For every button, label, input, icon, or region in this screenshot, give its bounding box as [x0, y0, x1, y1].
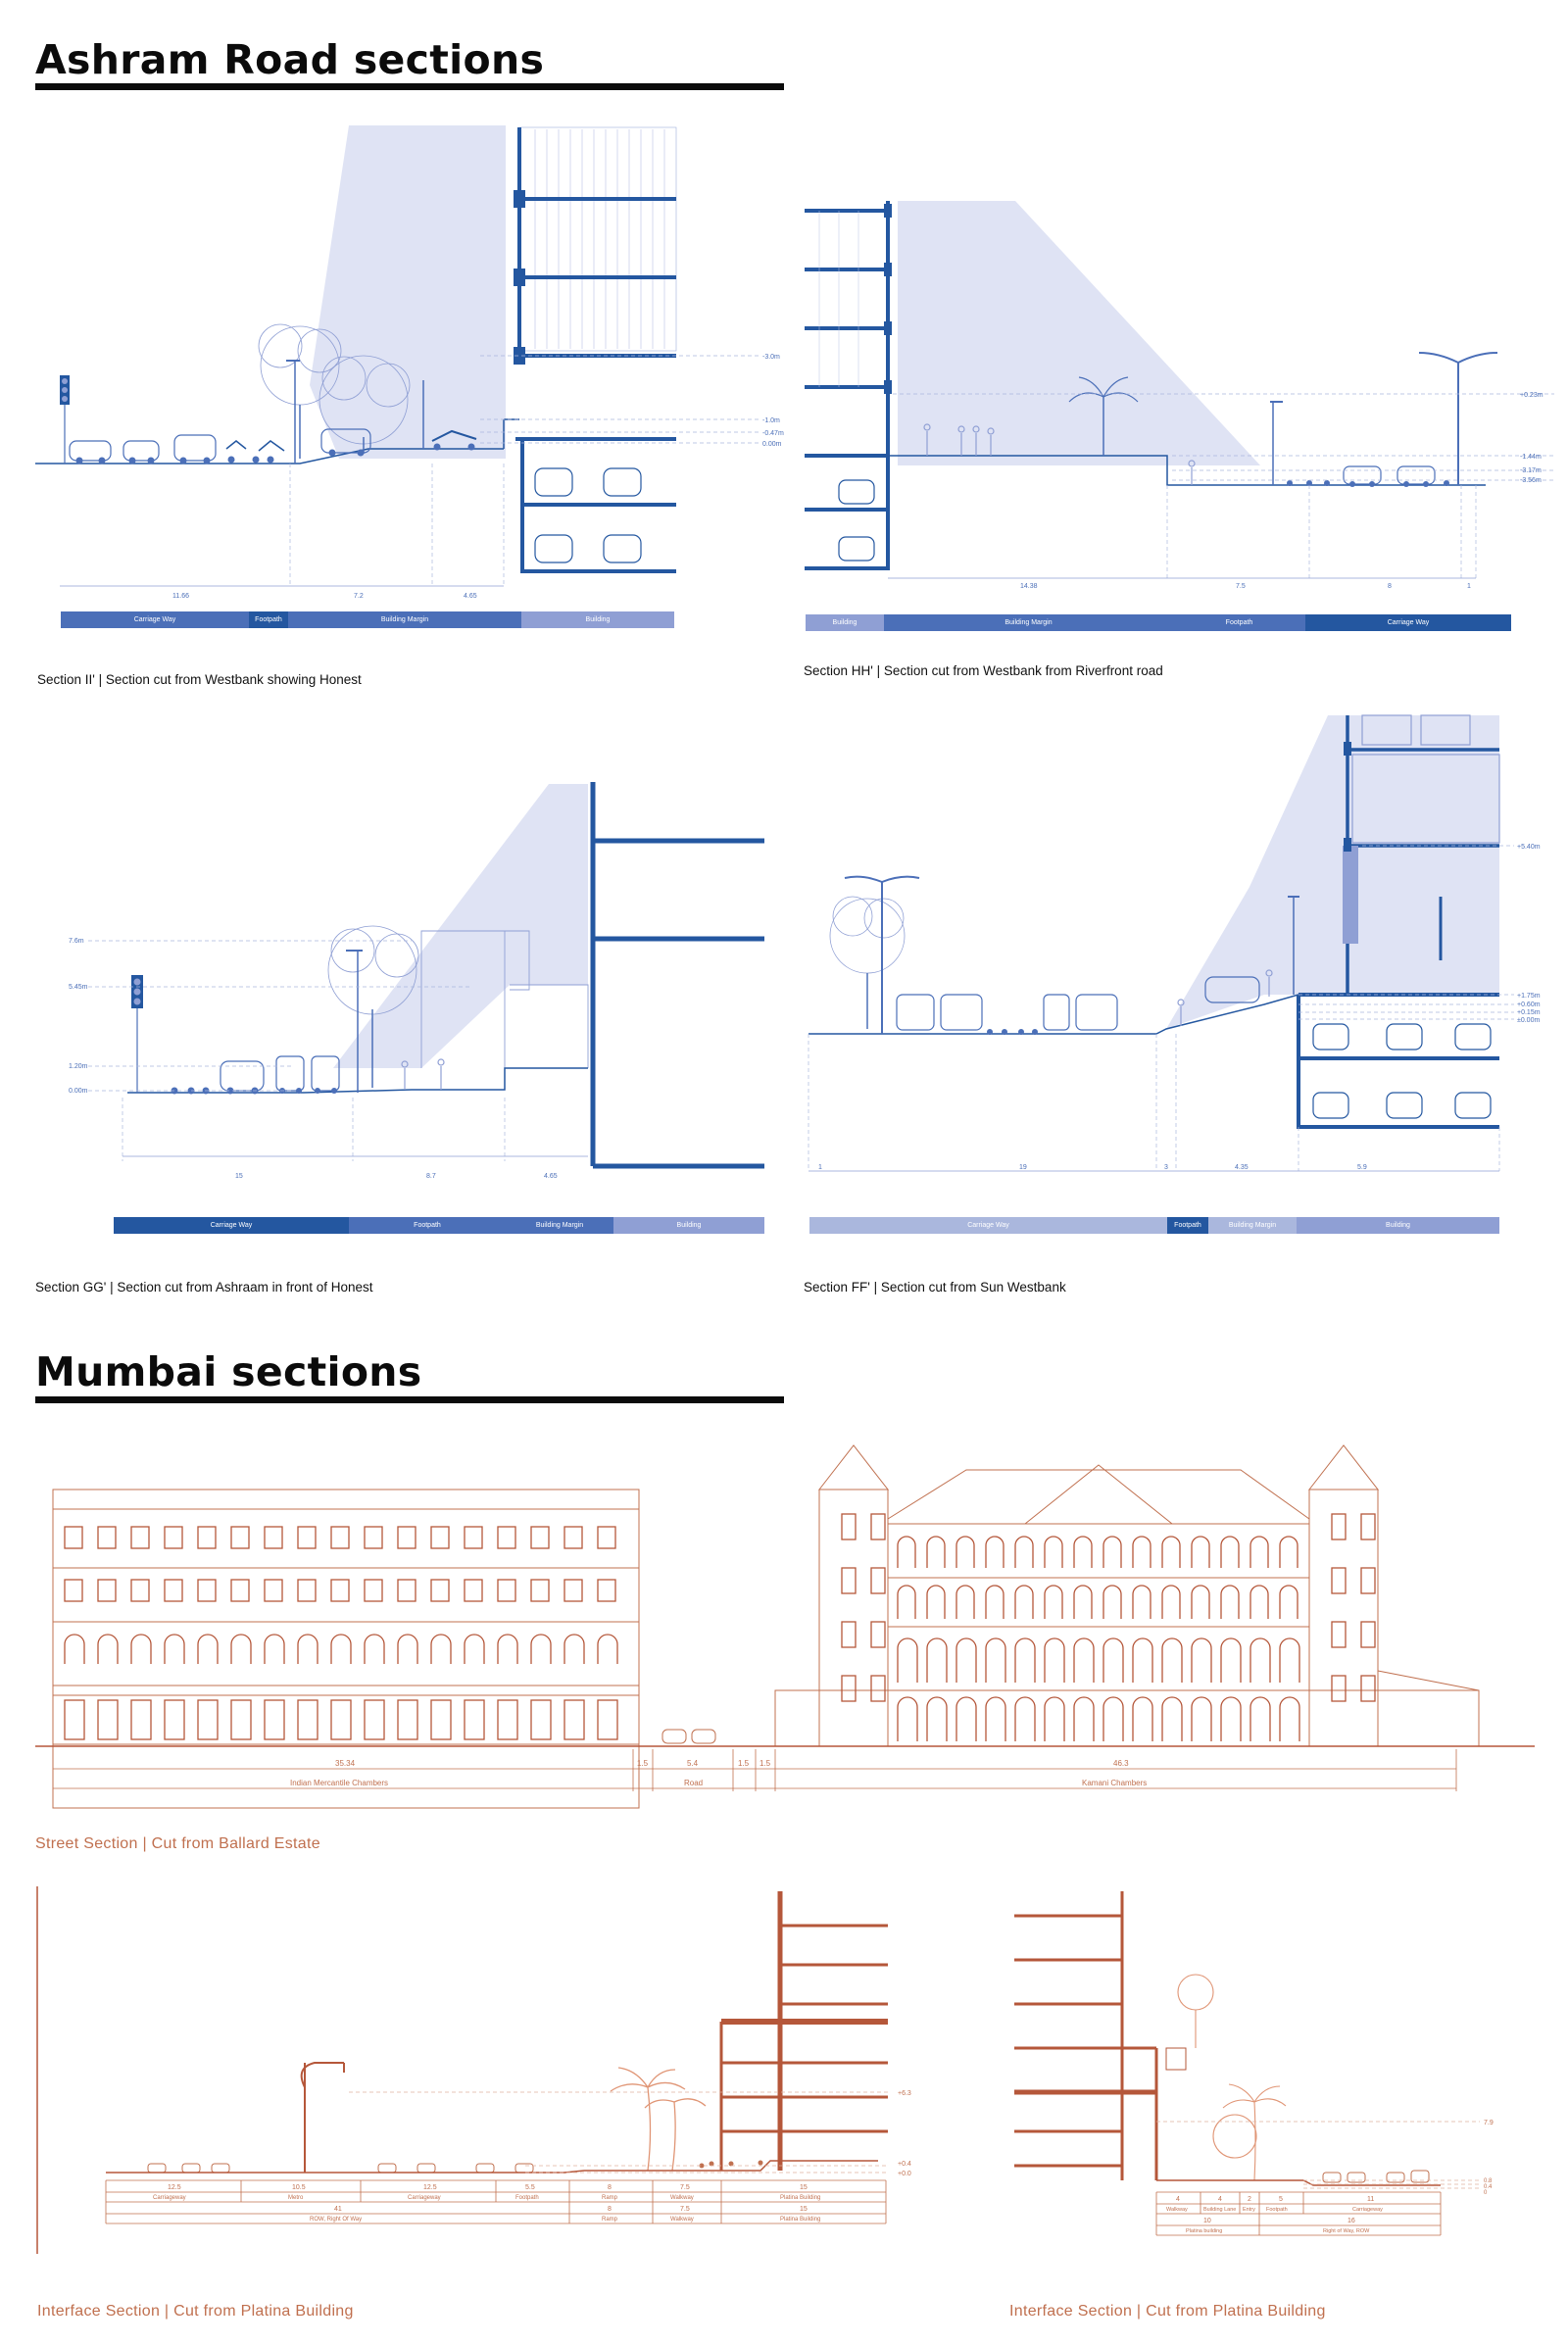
arched-window-element: [898, 1586, 915, 1619]
arched-window-element: [598, 1635, 617, 1664]
dimension-label: 35.34: [335, 1759, 356, 1768]
arched-window-element: [1045, 1586, 1062, 1619]
arched-window-element: [131, 1635, 151, 1664]
arched-window-element: [956, 1697, 976, 1741]
zone-label: Platina building: [1186, 2228, 1223, 2234]
dimension-label: 11: [1367, 2196, 1375, 2203]
dimension-label: 4.35: [1235, 1164, 1249, 1171]
zone-building: Building: [521, 611, 674, 628]
arched-window-element: [431, 1635, 451, 1664]
section-ff-zone-band: [809, 1217, 1499, 1234]
window-element: [842, 1676, 856, 1701]
window-element: [564, 1527, 582, 1548]
arched-window-element: [1250, 1537, 1268, 1568]
zone-label: Right of Way, ROW: [1323, 2228, 1370, 2234]
window-element: [98, 1580, 116, 1601]
arched-window-element: [1162, 1697, 1182, 1741]
zone-label: Platina Building: [780, 2195, 821, 2201]
window-element: [298, 1580, 316, 1601]
window-element: [1361, 1514, 1375, 1539]
arched-window-element: [498, 1635, 517, 1664]
zone-carriage-way: Carriage Way: [1305, 614, 1511, 631]
zone-label: Walkway: [670, 2195, 694, 2201]
level-label: ±0.00m: [1517, 1017, 1541, 1024]
level-label: -0.47m: [762, 430, 784, 437]
level-label: -1.0m: [762, 417, 780, 424]
dimension-label: 10: [1203, 2218, 1211, 2224]
zone-building-margin: Building Margin: [1208, 1217, 1297, 1234]
dimension-label: 16: [1348, 2218, 1355, 2224]
platina-section-1-drawing: [35, 1886, 947, 2259]
level-label: 0.8: [1484, 2178, 1493, 2184]
window-element: [98, 1527, 116, 1548]
section-ii-caption: Section II' | Section cut from Westbank showing Honest: [37, 672, 362, 687]
window-element: [498, 1700, 517, 1739]
section-hh-zone-band: [806, 614, 1511, 631]
dimension-label: 5: [1279, 2196, 1283, 2203]
window-element: [398, 1527, 416, 1548]
arched-window-element: [1133, 1586, 1151, 1619]
mumbai-heading-rule: [35, 1396, 784, 1403]
zone-label: Carriageway: [408, 2195, 441, 2201]
arched-window-element: [1192, 1638, 1211, 1683]
window-element: [465, 1527, 482, 1548]
window-element: [871, 1622, 885, 1647]
window-element: [265, 1580, 282, 1601]
zone-label: Metro: [288, 2195, 304, 2201]
arched-window-element: [465, 1635, 484, 1664]
zone-building-margin: Building Margin: [884, 614, 1173, 631]
zone-footpath: Footpath: [349, 1217, 506, 1234]
zone-label: Building Lane: [1203, 2207, 1237, 2213]
level-label: +0.60m: [1517, 1002, 1541, 1008]
ballard-elevation-drawing: [35, 1431, 1535, 1803]
arched-window-element: [1221, 1697, 1241, 1741]
arched-window-element: [1074, 1638, 1094, 1683]
arched-window-element: [1250, 1697, 1270, 1741]
arched-window-element: [1221, 1586, 1239, 1619]
arched-window-element: [898, 1697, 917, 1741]
arched-window-element: [1280, 1586, 1298, 1619]
zone-building: Building: [806, 614, 884, 631]
arched-window-element: [898, 1638, 917, 1683]
window-element: [398, 1700, 417, 1739]
zone-building-margin: Building Margin: [506, 1217, 613, 1234]
window-element: [231, 1700, 251, 1739]
window-element: [198, 1527, 216, 1548]
building-label: Kamani Chambers: [1082, 1779, 1148, 1787]
level-label: +1.75m: [1517, 993, 1541, 1000]
dimension-label: 46.3: [1113, 1759, 1129, 1768]
zone-label: Walkway: [670, 2217, 694, 2223]
section-hh-caption: Section HH' | Section cut from Westbank from Riverfront road: [804, 663, 1163, 678]
dimension-label: 10.5: [292, 2184, 306, 2191]
window-element: [165, 1700, 184, 1739]
window-element: [1361, 1676, 1375, 1701]
arched-window-element: [986, 1638, 1005, 1683]
arched-window-element: [365, 1635, 384, 1664]
dimension-label: 15: [800, 2184, 808, 2191]
arched-window-element: [1192, 1697, 1211, 1741]
dimension-label: 7.5: [680, 2184, 690, 2191]
arched-window-element: [1045, 1697, 1064, 1741]
level-label: +0.23m: [1520, 392, 1544, 399]
window-element: [265, 1527, 282, 1548]
dimension-label: 1.5: [738, 1759, 750, 1768]
zone-label: Walkway: [1166, 2207, 1188, 2213]
arched-window-element: [1103, 1586, 1121, 1619]
section-ff-drawing: [804, 710, 1568, 1200]
platina-1-caption: Interface Section | Cut from Platina Building: [37, 2303, 354, 2320]
window-element: [131, 1580, 149, 1601]
arched-window-element: [1192, 1537, 1209, 1568]
zone-label: Carriageway: [1352, 2207, 1383, 2213]
dimension-label: 15: [800, 2206, 808, 2213]
level-label: +0.4: [898, 2161, 911, 2168]
arched-window-element: [986, 1586, 1004, 1619]
window-element: [598, 1527, 615, 1548]
arched-window-element: [927, 1697, 947, 1741]
zone-label: Footpath: [1266, 2207, 1288, 2213]
window-element: [1332, 1622, 1346, 1647]
window-element: [331, 1700, 351, 1739]
window-element: [431, 1580, 449, 1601]
level-label: 5.45m: [69, 984, 88, 991]
window-element: [598, 1700, 617, 1739]
window-element: [365, 1527, 382, 1548]
arched-window-element: [1015, 1586, 1033, 1619]
zone-footpath: Footpath: [1173, 614, 1305, 631]
arched-window-element: [231, 1635, 251, 1664]
arched-window-element: [986, 1537, 1004, 1568]
window-element: [531, 1527, 549, 1548]
window-element: [331, 1580, 349, 1601]
dimension-label: 1: [1467, 583, 1471, 590]
window-element: [131, 1527, 149, 1548]
building-label: Indian Mercantile Chambers: [290, 1779, 389, 1787]
dimension-label: 15: [235, 1173, 243, 1180]
dimension-label: 8: [608, 2184, 612, 2191]
section-gg-drawing: [59, 774, 784, 1186]
dimension-label: 5.5: [525, 2184, 535, 2191]
zone-carriage-way: Carriage Way: [114, 1217, 349, 1234]
arched-window-element: [331, 1635, 351, 1664]
arched-window-element: [1280, 1638, 1299, 1683]
arched-window-element: [1103, 1537, 1121, 1568]
window-element: [165, 1527, 182, 1548]
arched-window-element: [1162, 1586, 1180, 1619]
zone-building: Building: [1297, 1217, 1499, 1234]
window-element: [564, 1700, 584, 1739]
dimension-label: 14.38: [1020, 583, 1038, 590]
dimension-label: 5.4: [687, 1759, 699, 1768]
dimension-label: 1: [818, 1164, 822, 1171]
window-element: [1332, 1676, 1346, 1701]
level-label: 7.9: [1484, 2120, 1494, 2126]
ashram-heading-rule: [35, 83, 784, 90]
arched-window-element: [1074, 1537, 1092, 1568]
arched-window-element: [265, 1635, 284, 1664]
arched-window-element: [1133, 1537, 1151, 1568]
dimension-label: 4.65: [544, 1173, 558, 1180]
dimension-label: 7.5: [1236, 583, 1246, 590]
arched-window-element: [1221, 1537, 1239, 1568]
arched-window-element: [1162, 1537, 1180, 1568]
window-element: [871, 1568, 885, 1593]
dimension-label: 8.7: [426, 1173, 436, 1180]
level-label: 0.00m: [69, 1088, 88, 1095]
arched-window-element: [564, 1635, 584, 1664]
arched-window-element: [956, 1586, 974, 1619]
section-ii-drawing: [35, 125, 784, 625]
zone-footpath: Footpath: [249, 611, 288, 628]
window-element: [498, 1527, 515, 1548]
window-element: [465, 1580, 482, 1601]
arched-window-element: [956, 1638, 976, 1683]
zone-label: Entry: [1243, 2207, 1255, 2213]
window-element: [431, 1527, 449, 1548]
section-gg-caption: Section GG' | Section cut from Ashraam in front of Honest: [35, 1280, 373, 1295]
level-label: 7.6m: [69, 938, 84, 945]
arched-window-element: [1221, 1638, 1241, 1683]
window-element: [842, 1622, 856, 1647]
dimension-label: 2: [1248, 2196, 1251, 2203]
level-label: +5.40m: [1517, 844, 1541, 851]
window-element: [331, 1527, 349, 1548]
dimension-label: 1.5: [760, 1759, 771, 1768]
arched-window-element: [898, 1537, 915, 1568]
level-label: +0.0: [898, 2171, 911, 2177]
dimension-label: 41: [334, 2206, 342, 2213]
arched-window-element: [1103, 1697, 1123, 1741]
arched-window-element: [1280, 1697, 1299, 1741]
arched-window-element: [1133, 1638, 1152, 1683]
level-label: 1.20m: [69, 1063, 88, 1070]
dimension-label: 7.2: [354, 593, 364, 600]
window-element: [1361, 1622, 1375, 1647]
dimension-label: 11.66: [172, 593, 189, 600]
window-element: [198, 1580, 216, 1601]
arched-window-element: [165, 1635, 184, 1664]
arched-window-element: [927, 1586, 945, 1619]
window-element: [365, 1580, 382, 1601]
dimension-label: 7.5: [680, 2206, 690, 2213]
mumbai-heading: Mumbai sections: [35, 1348, 422, 1395]
arched-window-element: [65, 1635, 84, 1664]
section-gg-zone-band: [114, 1217, 764, 1234]
window-element: [842, 1514, 856, 1539]
zone-footpath: Footpath: [1167, 1217, 1208, 1234]
window-element: [564, 1580, 582, 1601]
arched-window-element: [1015, 1638, 1035, 1683]
arched-window-element: [956, 1537, 974, 1568]
arched-window-element: [1162, 1638, 1182, 1683]
zone-label: Ramp: [602, 2195, 618, 2201]
level-label: +0.15m: [1517, 1009, 1541, 1016]
window-element: [398, 1580, 416, 1601]
dimension-label: 5.9: [1357, 1164, 1367, 1171]
window-element: [298, 1527, 316, 1548]
level-label: 0.00m: [762, 441, 782, 448]
window-element: [1361, 1568, 1375, 1593]
arched-window-element: [398, 1635, 417, 1664]
zone-label: Platina Building: [780, 2217, 821, 2223]
section-ii-zone-band: [61, 611, 674, 628]
window-element: [871, 1514, 885, 1539]
level-label: -3.0m: [762, 354, 780, 361]
dimension-label: 19: [1019, 1164, 1027, 1171]
arched-window-element: [1045, 1638, 1064, 1683]
window-element: [231, 1527, 249, 1548]
arched-window-element: [1280, 1537, 1298, 1568]
window-element: [98, 1700, 118, 1739]
arched-window-element: [1074, 1697, 1094, 1741]
arched-window-element: [298, 1635, 318, 1664]
window-element: [165, 1580, 182, 1601]
arched-window-element: [1250, 1638, 1270, 1683]
zone-label: ROW, Right Of Way: [310, 2217, 363, 2223]
window-element: [365, 1700, 384, 1739]
window-element: [131, 1700, 151, 1739]
arched-window-element: [1015, 1697, 1035, 1741]
window-element: [65, 1527, 82, 1548]
platina-section-2-drawing: [1009, 1886, 1558, 2259]
zone-carriage-way: Carriage Way: [61, 611, 249, 628]
zone-building-margin: Building Margin: [288, 611, 521, 628]
zone-label: Ramp: [602, 2217, 618, 2223]
dimension-label: 12.5: [168, 2184, 181, 2191]
level-label: -1.44m: [1520, 454, 1542, 461]
window-element: [65, 1580, 82, 1601]
dimension-label: 4: [1176, 2196, 1180, 2203]
level-label: -3.17m: [1520, 467, 1542, 474]
zone-building: Building: [613, 1217, 764, 1234]
level-label: -3.56m: [1520, 477, 1542, 484]
window-element: [198, 1700, 218, 1739]
section-ff-caption: Section FF' | Section cut from Sun Westbank: [804, 1280, 1066, 1295]
dimension-label: 8: [608, 2206, 612, 2213]
ashram-heading: Ashram Road sections: [35, 36, 545, 83]
window-element: [265, 1700, 284, 1739]
window-element: [431, 1700, 451, 1739]
dimension-label: 4: [1218, 2196, 1222, 2203]
dimension-label: 12.5: [423, 2184, 437, 2191]
arched-window-element: [531, 1635, 551, 1664]
window-element: [298, 1700, 318, 1739]
arched-window-element: [1133, 1697, 1152, 1741]
level-label: 0.4: [1484, 2184, 1493, 2190]
dimension-label: 4.65: [464, 593, 477, 600]
arched-window-element: [1015, 1537, 1033, 1568]
arched-window-element: [1250, 1586, 1268, 1619]
window-element: [842, 1568, 856, 1593]
window-element: [65, 1700, 84, 1739]
arched-window-element: [98, 1635, 118, 1664]
zone-label: Carriageway: [153, 2195, 186, 2201]
section-hh-drawing: [800, 186, 1564, 637]
platina-2-caption: Interface Section | Cut from Platina Building: [1009, 2303, 1326, 2320]
level-label: +6.3: [898, 2090, 911, 2097]
arched-window-element: [1074, 1586, 1092, 1619]
dimension-label: 8: [1388, 583, 1392, 590]
window-element: [1332, 1514, 1346, 1539]
building-label: Road: [684, 1779, 704, 1787]
arched-window-element: [1103, 1638, 1123, 1683]
window-element: [1332, 1568, 1346, 1593]
level-label: 0: [1484, 2190, 1488, 2196]
arched-window-element: [1192, 1586, 1209, 1619]
window-element: [871, 1676, 885, 1701]
arched-window-element: [986, 1697, 1005, 1741]
window-element: [531, 1700, 551, 1739]
window-element: [231, 1580, 249, 1601]
arched-window-element: [927, 1638, 947, 1683]
dimension-label: 3: [1164, 1164, 1168, 1171]
arched-window-element: [1045, 1537, 1062, 1568]
zone-carriage-way: Carriage Way: [809, 1217, 1167, 1234]
window-element: [498, 1580, 515, 1601]
zone-label: Footpath: [515, 2195, 539, 2201]
dimension-label: 1.5: [637, 1759, 649, 1768]
ballard-caption: Street Section | Cut from Ballard Estate: [35, 1835, 320, 1852]
arched-window-element: [927, 1537, 945, 1568]
arched-window-element: [198, 1635, 218, 1664]
window-element: [598, 1580, 615, 1601]
window-element: [465, 1700, 484, 1739]
window-element: [531, 1580, 549, 1601]
